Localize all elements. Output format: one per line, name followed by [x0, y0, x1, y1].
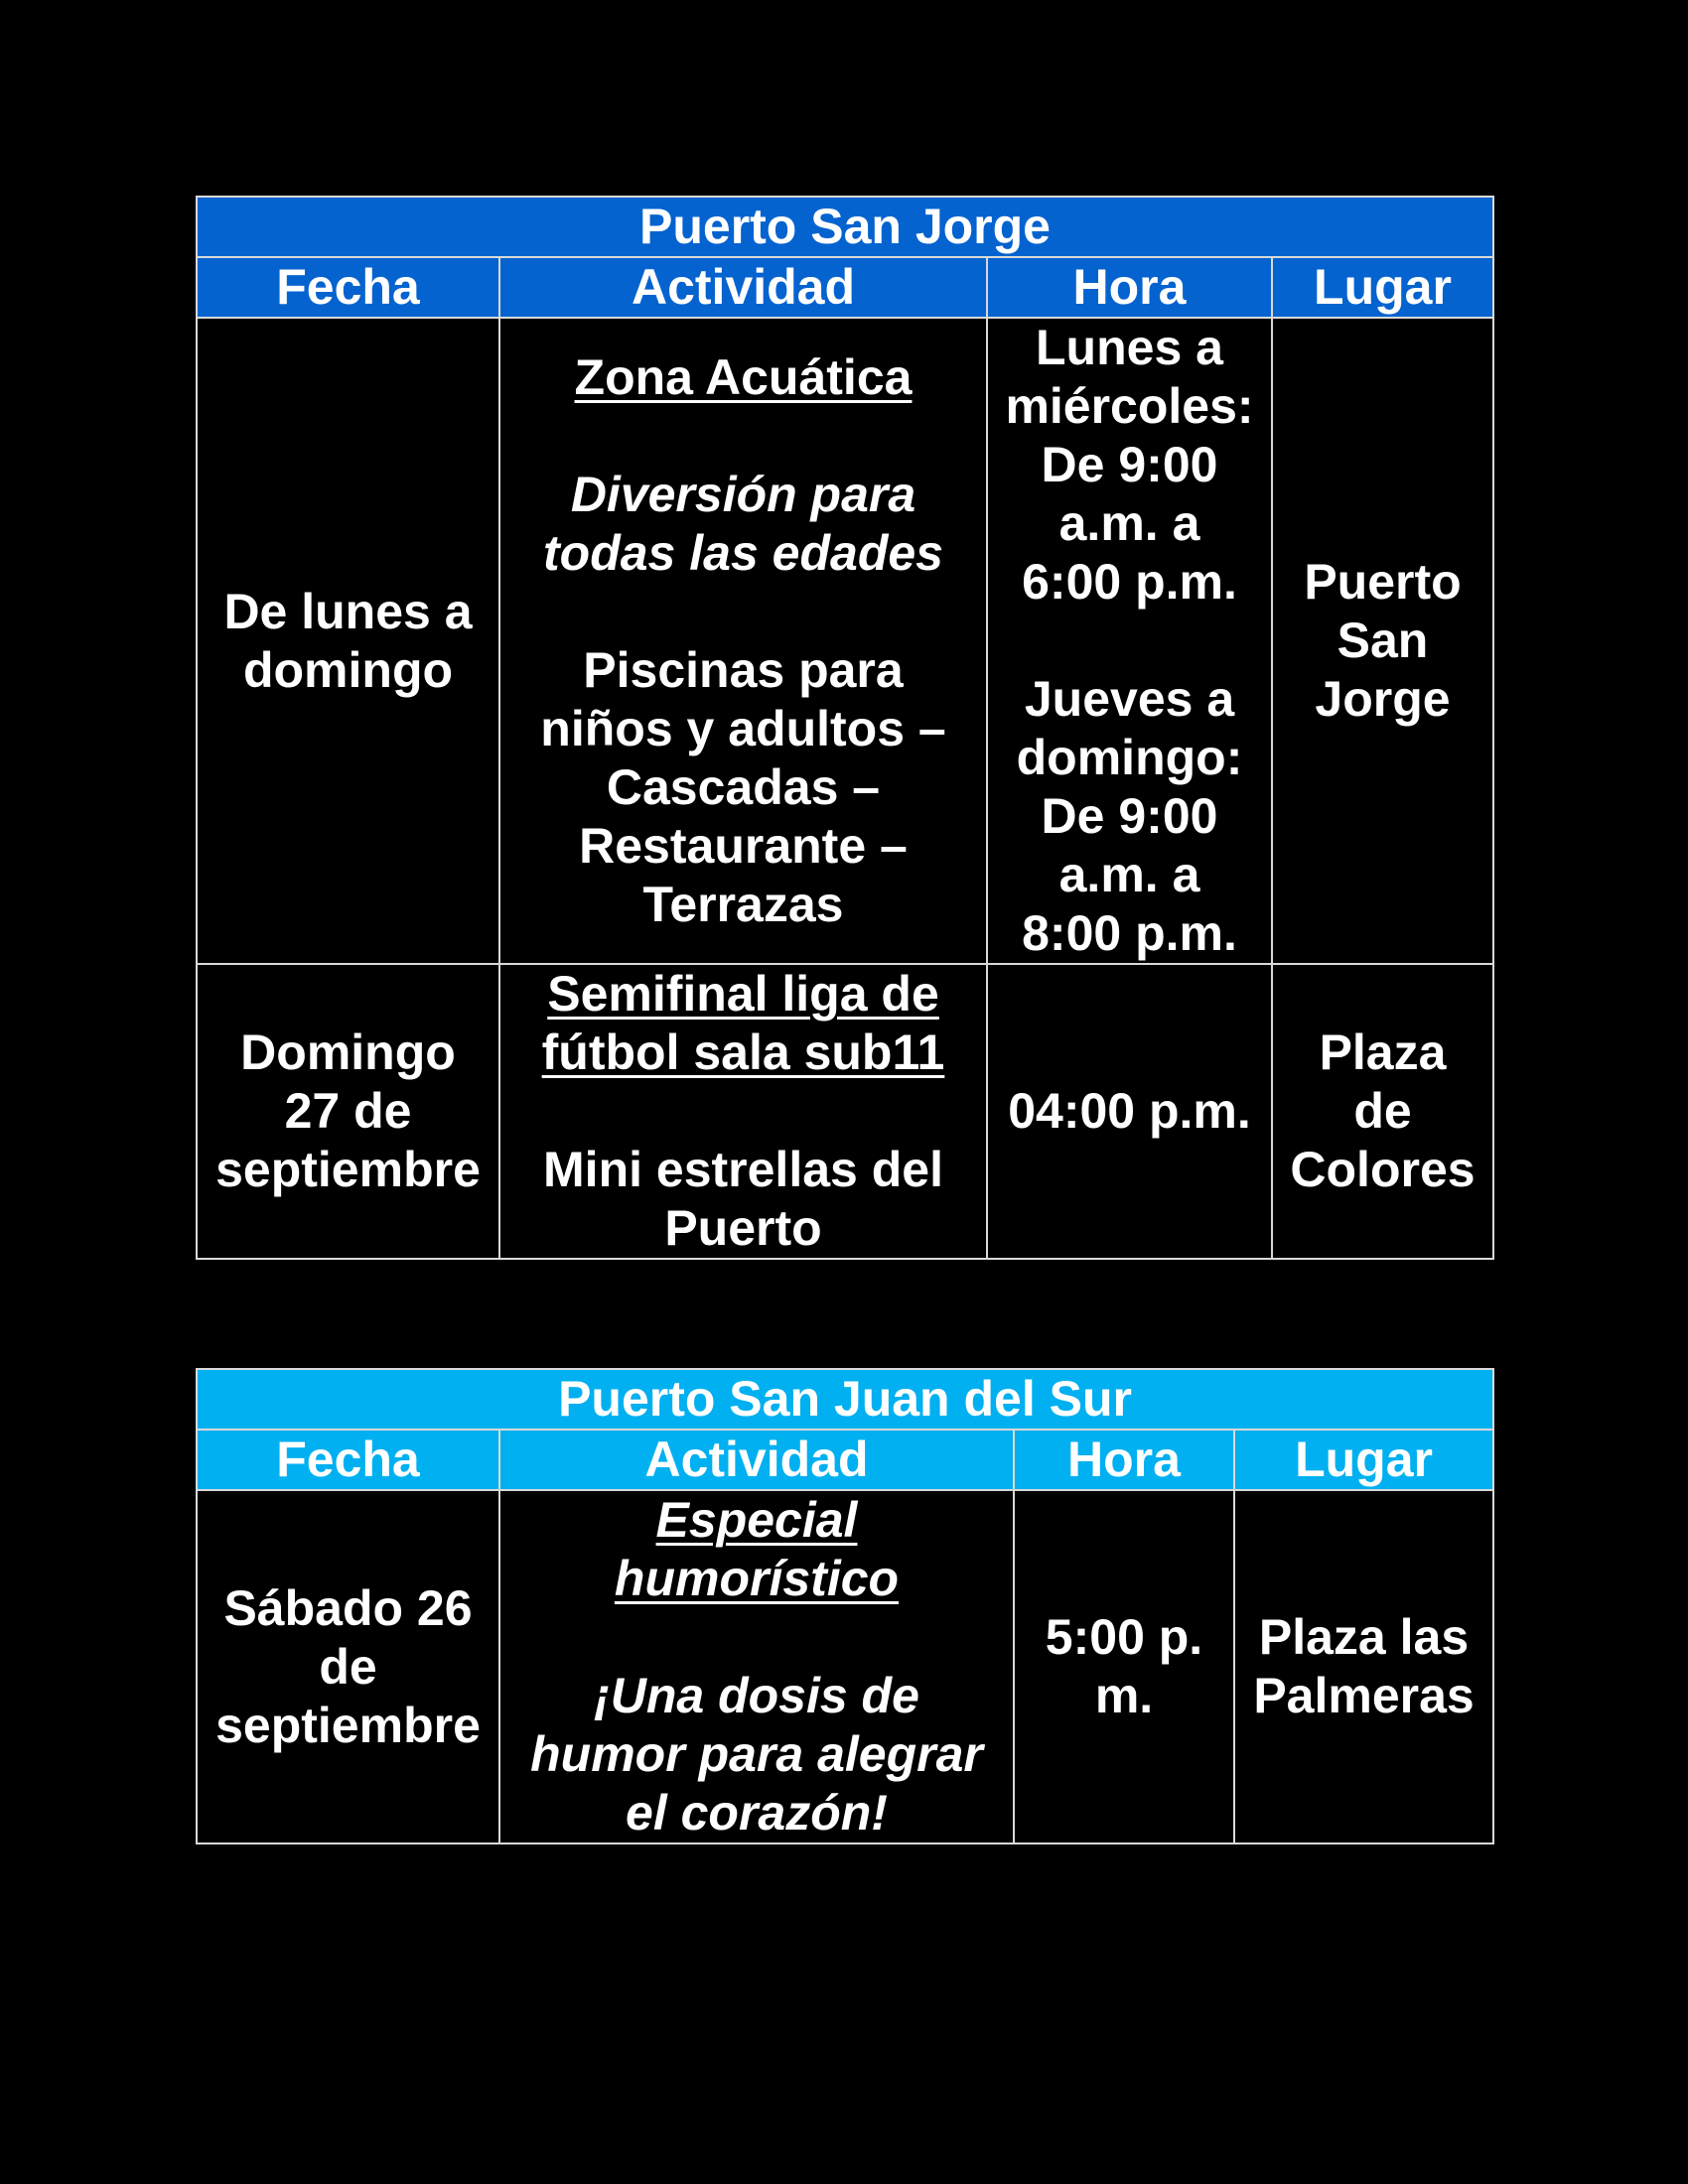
fecha-line: septiembre: [215, 1697, 481, 1753]
actividad-cell: [499, 964, 987, 1259]
activity-title-line: fútbol sala sub11: [541, 1024, 945, 1080]
fecha-cell: [197, 318, 499, 964]
lugar-cell: [1272, 964, 1493, 1259]
fecha-line: Domingo: [240, 1024, 456, 1080]
hora-cell: [987, 318, 1272, 964]
activity-subtitle-line: Diversión para: [570, 466, 916, 522]
activity-detail-line: Piscinas para: [583, 641, 904, 698]
column-header-actividad: Actividad: [499, 257, 987, 318]
hora-line: De 9:00: [1041, 788, 1218, 844]
fecha-line: Sábado 26: [223, 1579, 473, 1636]
hora-line: m.: [1094, 1668, 1154, 1723]
table-row: [197, 318, 1493, 964]
hora-line: 6:00 p.m.: [1022, 554, 1237, 610]
table-title-row: [197, 197, 1493, 257]
activity-detail-line: humor para alegrar: [530, 1726, 983, 1782]
table-title: Puerto San Jorge: [197, 197, 1493, 257]
fecha-line: de: [319, 1638, 377, 1695]
activity-title: Zona Acuática: [574, 348, 913, 405]
fecha-cell: [197, 964, 499, 1259]
activity-detail-line: Puerto: [664, 1200, 822, 1256]
activity-detail-line: Cascadas –: [606, 758, 881, 815]
table-title-row: [197, 1369, 1493, 1430]
schedule-table-puerto-san-juan-del-sur: [196, 1368, 1494, 1844]
lugar-line: Plaza las: [1258, 1609, 1470, 1665]
activity-detail-line: ¡Una dosis de: [594, 1668, 919, 1723]
column-header-lugar: Lugar: [1272, 257, 1493, 318]
column-header-hora: Hora: [1014, 1430, 1234, 1490]
actividad-cell: [499, 318, 987, 964]
lugar-line: de: [1353, 1083, 1412, 1139]
activity-detail-line: Mini estrellas del: [543, 1142, 943, 1197]
hora-line: domingo:: [1016, 730, 1243, 785]
activity-detail-line: el corazón!: [626, 1785, 888, 1841]
lugar-line: Colores: [1290, 1142, 1476, 1197]
column-header-lugar: Lugar: [1234, 1430, 1493, 1490]
lugar-line: Jorge: [1315, 671, 1451, 727]
hora-line: Jueves a: [1024, 671, 1235, 727]
hora-cell: [1014, 1490, 1234, 1843]
activity-detail-line: Terrazas: [642, 876, 844, 932]
activity-detail-line: niños y adultos –: [540, 700, 946, 756]
hora-line: 8:00 p.m.: [1022, 905, 1237, 961]
activity-subtitle-line: todas las edades: [543, 524, 943, 581]
fecha-line: domingo: [242, 641, 454, 698]
column-header-actividad: Actividad: [499, 1430, 1014, 1490]
lugar-line: San: [1336, 613, 1429, 668]
hora-line: a.m. a: [1058, 847, 1200, 902]
lugar-line: Plaza: [1319, 1024, 1447, 1080]
table-header-row: [197, 257, 1493, 318]
hora-line: Lunes a: [1036, 320, 1223, 375]
fecha-line: septiembre: [215, 1142, 481, 1197]
hora-line: miércoles:: [1005, 378, 1254, 434]
fecha-line: 27 de: [284, 1083, 412, 1139]
hora-line: a.m. a: [1058, 495, 1200, 551]
hora-cell: 04:00 p.m.: [987, 964, 1272, 1259]
activity-detail-line: Restaurante –: [579, 817, 908, 874]
hora-line: De 9:00: [1041, 437, 1218, 492]
actividad-cell: [499, 1490, 1014, 1843]
activity-title-line: Especial: [655, 1492, 858, 1548]
lugar-line: Palmeras: [1253, 1668, 1475, 1723]
schedule-table-puerto-san-jorge: [196, 196, 1494, 1260]
table-row: [197, 1490, 1493, 1843]
lugar-cell: [1272, 318, 1493, 964]
table-title: Puerto San Juan del Sur: [197, 1369, 1493, 1430]
fecha-cell: [197, 1490, 499, 1843]
table-header-row: [197, 1430, 1493, 1490]
column-header-hora: Hora: [987, 257, 1272, 318]
hora-line: 5:00 p.: [1045, 1609, 1203, 1665]
column-header-fecha: Fecha: [197, 257, 499, 318]
lugar-line: Puerto: [1304, 554, 1462, 610]
fecha-line: De lunes a: [223, 583, 473, 639]
activity-title-line: humorístico: [614, 1551, 900, 1606]
activity-title-line: Semifinal liga de: [547, 966, 939, 1022]
table-row: [197, 964, 1493, 1259]
column-header-fecha: Fecha: [197, 1430, 499, 1490]
lugar-cell: [1234, 1490, 1493, 1843]
